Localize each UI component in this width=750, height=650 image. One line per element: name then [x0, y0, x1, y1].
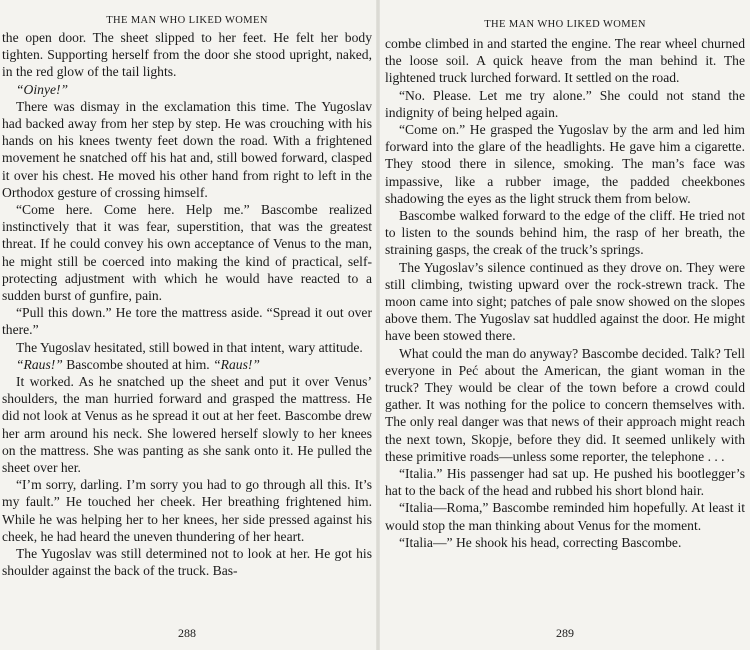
paragraph: “Come on.” He grasped the Yugoslav by the arm and led him forward into the glare of the headlights. He gave him a cigarette. They stood there in silence, smoking. The man’s face was impassive, like a rubber image, the padded cheekbones shadowing the eyes as the light struck them from below. [385, 122, 745, 206]
paragraph: There was dismay in the exclamation this time. The Yugoslav had backed away from her step by step. He was crouching with his hands on his knees twenty feet down the road. With a frightened movement he snatched off his hat and, still bowed forward, clasped it over his chest. He moved his other hand from right to left in the Orthodox gesture of crossing himself. [2, 98, 372, 200]
paragraph: The Yugoslav’s silence continued as they drove on. They were still climbing, twisting upward over the rock-strewn track. The moon came into sight; patches of pale snow showed on the slopes above them. The Yugoslav sat huddled against the door. He might have been stowed there. [385, 259, 745, 344]
right-page [385, 0, 745, 650]
page-number-left: 288 [178, 626, 196, 640]
right-page-body [385, 35, 745, 551]
paragraph: “Oinye!” [16, 81, 69, 97]
paragraph: The Yugoslav was still determined not to look at her. He got his shoulder against the back of the truck. Bas- [2, 546, 372, 579]
paragraph: It worked. As he snatched up the sheet and put it over Venus’ shoulders, the man hurried forward and grasped the mattress. He did not look at Venus as he spread it out at her feet. Bascombe drew her arm around his neck. She lowered herself slowly to her knees on the mattress. She was panting as she sank onto it. He pulled the sheet over her. [2, 374, 372, 476]
paragraph: “Italia—Roma,” Bascombe reminded him hopefully. At least it would stop the man thinking about Venus for the moment. [385, 500, 745, 533]
paragraph: “Pull this down.” He tore the mattress aside. “Spread it out over there.” [2, 305, 372, 338]
paragraph: “Come here. Come here. Help me.” Bascombe realized instinctively that it was fear, superstition, that was the greatest threat. If he could convey his own acceptance of Venus to the man, he might still be coerced into making the kind of practical, self-protecting adjustment with which he would have reacted to a sudden burst of gunfire, pain. [2, 202, 372, 304]
paragraph: Bascombe walked forward to the edge of the cliff. He tried not to listen to the sounds behind him, the rasp of her breath, the straining gasps, the creak of the truck’s springs. [385, 208, 745, 258]
emphasized-exclamation: “Raus!” [16, 356, 63, 372]
running-head-right: THE MAN WHO LIKED WOMEN [484, 19, 646, 30]
paragraph: “I’m sorry, darling. I’m sorry you had to go through all this. It’s my fault.” He touched her cheek. Her breathing frightened him. While he was helping her to her knees, her side pressed against his cheek, he had heard the uneven thundering of her heart. [2, 477, 372, 544]
paragraph: The Yugoslav hesitated, still bowed in that intent, wary attitude. [16, 339, 363, 355]
paragraph: “Italia—” He shook his head, correcting Bascombe. [399, 534, 682, 550]
paragraph: “Raus!” Bascombe shouted at him. “Raus!” [16, 356, 260, 372]
paragraph: combe climbed in and started the engine. The rear wheel churned the loose soil. A quick heave from the man behind it. The lightened truck lurched forward. It settled on the road. [385, 36, 745, 86]
book-gutter [376, 0, 380, 650]
emphasized-exclamation: “Raus!” [213, 356, 260, 372]
paragraph: the open door. The sheet slipped to her feet. He felt her body tighten. Supporting herself from the door she stood upright, naked, in the red glow of the tail lights. [2, 30, 372, 80]
page-number-right: 289 [556, 626, 574, 640]
left-page [2, 0, 372, 650]
running-head-left: THE MAN WHO LIKED WOMEN [106, 15, 268, 26]
paragraph: What could the man do anyway? Bascombe decided. Talk? Tell everyone in Peć about the American, the giant woman in the truck? They would be clear of the town before a crowd could gather. It was nothing for the police to concern themselves with. The only real danger was that news of their approach might reach the next town, Skopje, before they did. It seemed unlikely with these primitive roads—unless some reporter, the telephone . . . [385, 345, 745, 464]
left-page-body [2, 29, 372, 580]
paragraph: “Italia.” His passenger had sat up. He pushed his bootlegger’s hat to the back of the head and rubbed his short blond hair. [385, 466, 745, 499]
paragraph: “No. Please. Let me try alone.” She could not stand the indignity of being helped again. [385, 87, 745, 120]
